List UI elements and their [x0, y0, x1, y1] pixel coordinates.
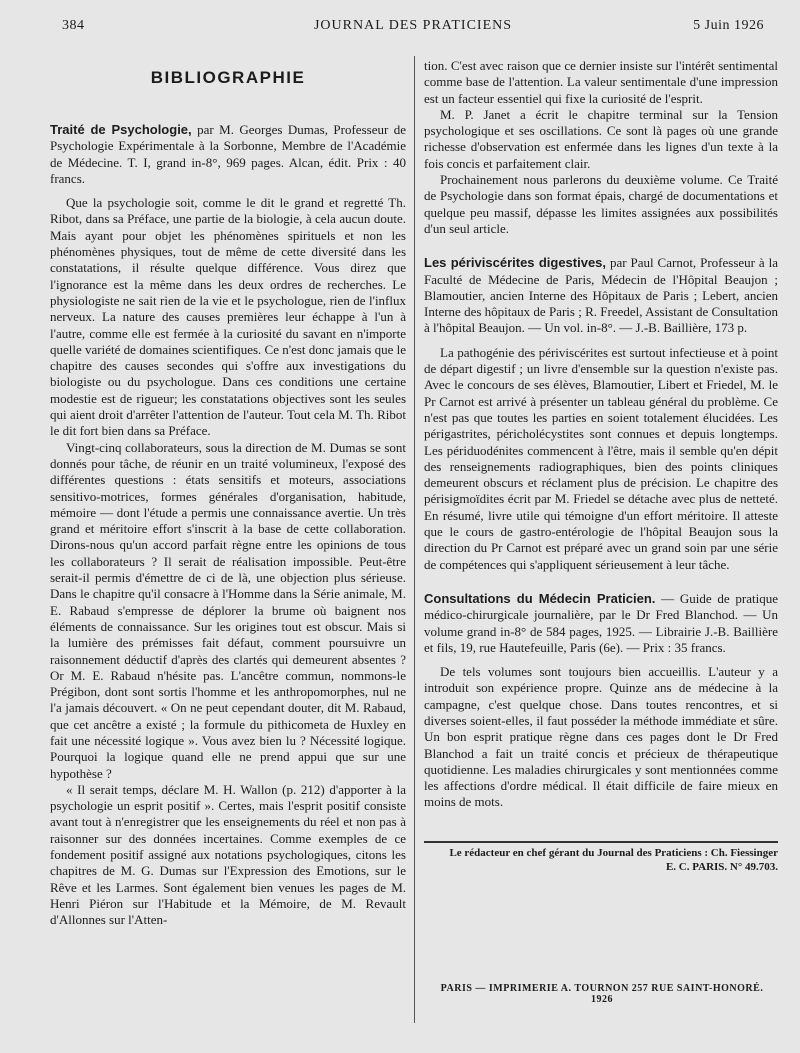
entry-spacer [424, 237, 778, 255]
review-paragraph: Que la psychologie soit, comme le dit le grand et regretté Th. Ribot, dans sa Préface, une partie de la biologie, à cela aucun doute. Mais ayant pour objet les phénomènes spirituels et non les phénomènes physiques, tout de même de cette diversité dans les constatations, il résulte quelque différence. Vous direz que l'ignorance est la même dans les deux ordres de recherches. Le physiologiste ne sait rien de la vie et le psychologue, rien de l'influx nerveux. La nature des causes premières leur échappe à l'un à l'autre, comme elle est fermée à la curiosité du savant en n'importe quelle variété de domaines scientifiques. Ce n'est donc jamais que le chapitre des causes secondes qui s'offre aux investigations du biologiste ou du psychologue. Dans ces conditions une certaine modestie est de rigueur; les constatations objectives sont les seules qui aient droit d'arrêter l'attention de l'auteur. Tout cela M. Th. Ribot le dit fort bien dans sa Préface. [50, 195, 406, 439]
section-title: BIBLIOGRAPHIE [150, 68, 306, 87]
book-details: par Paul Carnot, Professeur à la Faculté de Médecine de Paris, Médecin de l'Hôpital Beaujon ; Blamoutier, ancien Interne des Hôpitaux de Paris ; Lebert, ancien Interne des hôpitaux de Paris ; R. Freedel, Assistant de Consultation à l'hôpital Beaujon. — Un vol. in-8°. — J.-B. Baillière, 173 p. [424, 255, 778, 336]
right-column [424, 58, 778, 1013]
review-paragraph: « Il serait temps, déclare M. H. Wallon (p. 212) d'apporter à la psychologie un esprit positif ». Certes, mais l'esprit positif consiste avant tout à n'enregistrer que les enseignements du réel et non pas à raisonner sur des données incertaines. Comme exemples de ce fondement positif assigné aux notations psychologiques, citons les chapitres de M. G. Dumas sur l'Expression des Emotions, sur le Rêve et les Larmes. Sont également bien venues les pages de M. Henri Piéron sur l'Habitude et la Mémoire, de M. Revault d'Allonnes sur l'Atten- [50, 781, 406, 928]
column-divider [414, 56, 415, 1023]
book-title: Traité de Psychologie, [50, 122, 192, 137]
review-paragraph: Prochainement nous parlerons du deuxième volume. Ce Traité de Psychologie dans son format épais, chargé de documentations et quelque peu massif, dépasse les limites assignées aux possibilités d'un seul article. [424, 172, 778, 236]
continued-paragraph: tion. C'est avec raison que ce dernier insiste sur l'intérêt sentimental comme base de l'attention. La valeur sentimentale d'une impression est un facteur essentiel qui fixe la curiosité de l'esprit. [424, 58, 778, 106]
book-reference-consultations [424, 591, 778, 656]
book-details: — Guide de pratique médico-chirurgicale journalière, par le Dr Fred Blanchod. — Un volume grand in-8° de 584 pages, 1925. — Librairie J.-B. Baillière et fils, 19, rue Hautefeuille, Paris (6e). — Prix : 35 francs. [424, 590, 778, 655]
publication-number: E. C. PARIS. N° 49.703. [665, 860, 778, 873]
issue-date: 5 Juin 1926 [693, 18, 764, 33]
review-paragraph: La pathogénie des périviscérites est surtout infectieuse et à point de départ digestif ; un livre d'ensemble sur la question n'existe pas. Avec le concours de ses élèves, Blamoutier, Libert et Friedel, M. le Pr Carnot est arrivé à présenter un tableau général du problème. Ce n'est pas que toutes les parties en soient totalement élucidées. Les périgastrites, péricholécystites sont connues et depuis longtemps. Les périduodénites commencent à l'être, mais il semble qu'en dépit des renseignements radiographiques, bien des points cliniques demeurent obscurs et réclament plus de précision. Le chapitre des périsigmoïdites écrit par M. Friedel se détache avec plus de netteté. En résumé, livre utile qui témoigne d'un effort méritoire. Il atteste que le cours de gastro-entérologie de l'hôpital Beaujon sous la direction du Pr Carnot est préparé avec un grand soin par une série de compétences qui s'appliquent sérieusement à leur tâche. [424, 344, 778, 572]
review-paragraph: De tels volumes sont toujours bien accueillis. L'auteur y a introduit son expérience propre. Quinze ans de médecine à la campagne, c'est quelque chose. Dans toutes rencontres, et si diverses soient-elles, il faut posséder la méthode immédiate et sûre. Un bon esprit pratique règne dans ces pages dont le Dr Fred Blanchod a fait un traité concis et précieux de thérapeutique quotidienne. Les maladies chirurgicales y sont mentionnées comme les affections d'ordre médical. Il était difficile de faire mieux en moins de mots. [424, 664, 778, 810]
page-number: 384 [62, 18, 85, 33]
journal-title: JOURNAL DES PRATICIENS [313, 18, 513, 33]
book-reference-periviscerites [424, 255, 778, 336]
editor-credit: Le rédacteur en chef gérant du Journal des Praticiens : Ch. Fiessinger [449, 846, 778, 859]
running-head [62, 18, 764, 40]
review-paragraph: M. P. Janet a écrit le chapitre terminal sur la Tension psychologique et ses oscillations. Ce sont là pages où une grande richesse d'observation est enfermée dans les lignes d'un texte à la fois concis et parfaitement clair. [424, 106, 778, 171]
entry-spacer [424, 573, 778, 591]
book-title: Les périviscérites digestives, [424, 255, 607, 271]
left-column [50, 58, 406, 1013]
printer-imprint: PARIS — IMPRIMERIE A. TOURNON 257 RUE SAINT-HONORÉ. 1926 [440, 983, 764, 1005]
book-details: par M. Georges Dumas, Professeur de Psychologie Expérimentale à la Sorbonne, Membre de l'Académie de Médecine. T. I, grand in-8°, 969 pages. Alcan, édit. Prix : 40 francs. [50, 122, 406, 186]
review-paragraph: Vingt-cinq collaborateurs, sous la direction de M. Dumas se sont donnés pour tâche, de réunir en un traité volumineux, l'exposé des différentes questions : états sensitifs et moteurs, associations sensitivo-motrices, formes générales d'organisation, habitude, mémoire — dont l'étude a permis une connaissance avertie. Un très grand et méritoire effort s'inscrit à la base de cette collaboration. Dirons-nous qu'un accord parfait règne entre les opinions de tous les collaborateurs ? Il serait de réalisation impossible. Peut-être serait-il permis d'émettre de ci de là, une objection plus sérieuse. Dans le chapitre qu'il consacre à l'Homme dans la Série animale, M. E. Rabaud s'empresse de déplorer la brume où baignent nos éléments de connaissance. Sur les origines tout est obscur. Mais si la lumière des prémisses fait défaut, comment poursuivre un raisonnement déductif d'après des clartés qui demeurent absentes ? Or M. E. Rabaud n'hésite pas. L'ancêtre commun, nommons-le Prégibon, dont sont sortis l'homme et les anthropomorphes, nul ne l'a jamais découvert. « On ne peut cependant douter, dit M. Rabaud, que cet ancêtre a existé ; la formule du pithicometa de Huxley en fait une nécessité logique ». Vous avez bien lu ? Nécessité logique. Pourquoi la logique quand elle ne prend appui que sur une hypothèse ? [50, 439, 406, 781]
book-title: Consultations du Médecin Praticien. [424, 590, 656, 606]
footer-block [424, 841, 778, 873]
book-reference-psychologie [50, 122, 406, 187]
